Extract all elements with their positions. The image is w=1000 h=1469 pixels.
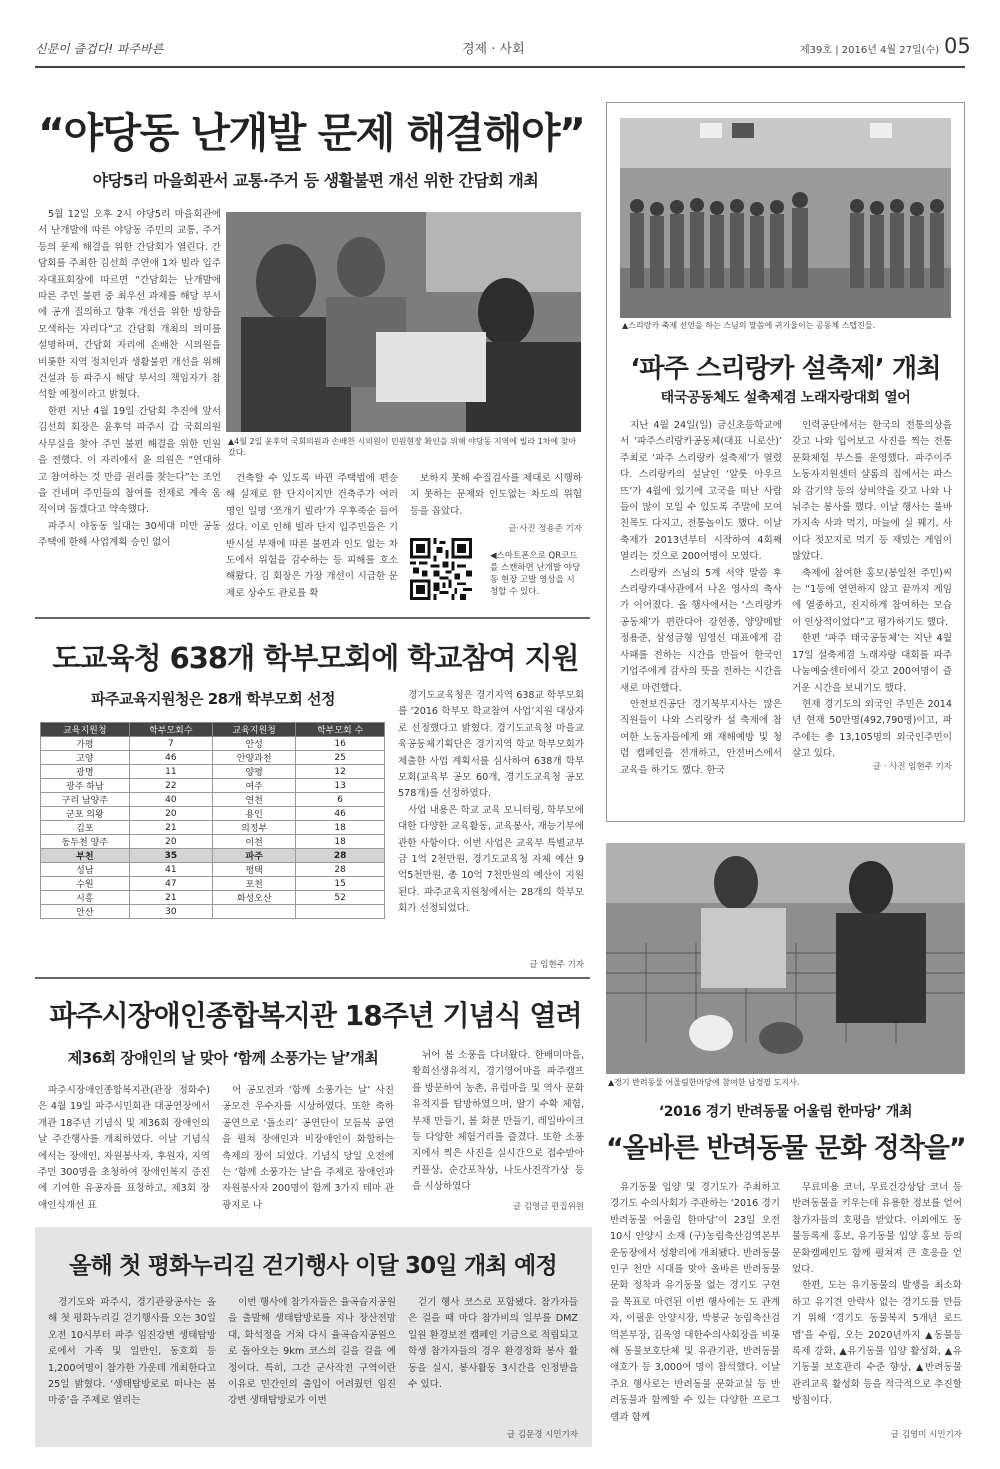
table-cell: 양평: [212, 765, 295, 779]
qr-caption: ◀스마트폰으로 QR코드를 스캔하면 난개발 야당동 현장 고발 영상을 시청할 수 있다.: [490, 551, 581, 597]
paragraph: 건축할 수 있도록 바뀐 주택법에 편승해 실제로 한 단지이지만 건축주가 여러 명인 일명 ‘쪼개기 빌라’가 우후죽순 들어섰다. 이로 인해 빌라 단지 입주민들은 기반시설 부재에 따른 불편과 인도 없는 차도에서 위험을 감수하는 등 피해를 호소해왔다. 김 회장은 가장 개선이 시급한 문제로 상수도 관로를 확: [226, 473, 398, 599]
table-row: [41, 779, 385, 793]
table-cell: 안성: [212, 737, 295, 751]
paragraph: 인력공단에서는 한국의 전통의상을 갖고 나와 입어보고 사진을 찍는 전통문화체험 부스를 운영했다. 파주이주노동자지원센터 샬롬의 집에서는 파스와 감기약 등의 상비약을 갖고 나와 나눠주는 봉사를 했다. 이날 행사는 풀바가지속 사과 먹기, 마늘에 실 꿰기, 사이다 젓꼬지로 먹기 등 재밌는 게임이 많았다.: [792, 420, 952, 563]
table-cell: 35: [129, 849, 212, 863]
table-cell: 부천: [41, 849, 130, 863]
divider: [35, 617, 590, 619]
table-header: 학부모회수: [129, 723, 212, 737]
paragraph: 유기동물 입양 및 경기도가 주최하고 경기도 수의사회가 주관하는 ‘2016 경기 반려동물 어울림 한마당’이 23일 오전 10시 안양시 소재 (구)농림축산검역본부 운동장에서 성황리에 개최됐다. 반려동물 인구 천만 시대를 맞아 올바른 반려동물 문화 정착과 유기동물 없는 경기도 구현을 목표로 마련된 이번 행사에는 도 관계자, 이필운 안양시장, 박봉균 농림축산검역본부장, 김옥영 대한수의사회장을 비롯해 동물보호단체 및 유관기관, 반려동물 애호가 등 3,000여 명이 참석했다. 이날 주요 행사로는 반려동물 문화교실 등 반려동물과 함께할 수 있는 다양한 프로그램과 함께: [610, 1182, 780, 1423]
table-cell: 가평: [41, 737, 130, 751]
article-subtitle: 제36회 장애인의 날 맞아 ‘함께 소풍가는 날’개최: [67, 1049, 379, 1067]
table-cell: 안산: [41, 905, 130, 919]
article-body-col1: [38, 207, 221, 611]
table-cell: 15: [296, 877, 385, 891]
paragraph: 한편 지난 4월 19일 간담회 추진에 앞서 김선희 회장은 윤후덕 파주시 갑 국회의원 사무실을 찾아 주민 불편 해결을 위한 민원을 전했다. 이 자리에서 윤 의원은 “연대하고 참여하는 것 만큼 권리를 찾는다”는 조언을 건네며 주민들의 참여를 전제로 계속 움직이며 돕겠다고 약속했다.: [38, 405, 221, 516]
paragraph: 사업 내용은 학교 교육 모니터링, 학부모에 대한 다양한 교육활동, 교육봉사, 재능기부에 관한 사항이다. 이번 사업은 교육부 특별교부금 1억 2천만원, 경기도교육청 자체 예산 9억5천만원, 총 10억 7천만원의 예산이 지원된다. 파주교육지원청에서는 28개의 학부모회가 선정되었다.: [398, 804, 584, 915]
table-row: [41, 821, 385, 835]
table-cell: 연천: [212, 793, 295, 807]
table-row: [41, 877, 385, 891]
photo-politicians-visit: [226, 212, 581, 432]
table-cell: 18: [296, 821, 385, 835]
paragraph: 현재 경기도의 외국인 주민은 2014년 현재 50만명(492,790명)이고, 파주에는 총 13,105명의 외국인주민이 살고 있다.: [792, 698, 952, 760]
table-cell: 파주: [212, 849, 295, 863]
table-cell: 28: [296, 863, 385, 877]
table-cell: [212, 905, 295, 919]
article-body-col3: [410, 471, 582, 519]
issue-date: 제39호 | 2016년 4월 27일(수): [800, 45, 940, 56]
photo-srilanka-festival: [620, 118, 951, 318]
paragraph: 한편 ‘파주 태국공동체’는 지난 4월 17일 설축제겸 노래자랑 대회를 파주나눔예술센터에서 갖고 200여명이 즐거운 시간을 보내기도 했다.: [792, 633, 952, 694]
article-body-col1: [610, 1180, 780, 1450]
section-label: 경제 · 사회: [462, 42, 525, 57]
school-table: [40, 722, 385, 919]
table-cell: 용인: [212, 807, 295, 821]
byline: 글 · 사진 임현주 기자: [872, 762, 952, 772]
table-cell: 30: [129, 905, 212, 919]
article-kicker: ‘2016 경기 반려동물 어울림 한마당’ 개최: [658, 1104, 913, 1120]
qr-code[interactable]: [410, 538, 472, 600]
article-title: 올해 첫 평화누리길 걷기행사 이달 30일 개최 예정: [69, 1253, 557, 1279]
photo-caption: ▲4월 2일 윤후덕 국회의원과 손배찬 시의원이 민원현장 확인을 위해 야당동 지역에 빌라 1차에 찾아갔다.: [228, 437, 577, 457]
table-cell: 20: [129, 835, 212, 849]
article-subtitle: 태국공동체도 설축제겸 노래자랑대회 열어: [660, 390, 911, 406]
article-body-col2: [792, 1180, 962, 1420]
table-cell: 16: [296, 737, 385, 751]
table-cell: 평택: [212, 863, 295, 877]
article-body: [398, 688, 584, 956]
paragraph: 안전보건공단 경기북부지사는 많은 직원들이 나와 스리랑카 설 축제에 참여한 노동자들에게 왜 재해예방 및 청렴 캠페인을 전개하고, 안전버스에서 교육을 하기도 했다. 한국: [620, 698, 782, 776]
table-cell: 동두천 양주: [41, 835, 130, 849]
byline: 글 김영미 시민기자: [890, 1430, 962, 1440]
table-header: 학부모회 수: [296, 723, 385, 737]
table-row: [41, 905, 385, 919]
photo-caption: ▲스리랑카 축제 선언을 하는 스님의 말씀에 귀기울이는 공동체 스텝진들.: [622, 321, 876, 330]
table-cell: 구리 남양주: [41, 793, 130, 807]
table-header: 교육지원청: [212, 723, 295, 737]
table-cell: 47: [129, 877, 212, 891]
article-body-col2: [792, 418, 952, 760]
paragraph: 경기도교육청은 경기지역 638교 학부모회를 ‘2016 학부모 학교참여 사업’지원 대상자로 선정했다고 밝혔다. 경기도교육청 마을교육공동체기획단은 경기지역 학교 학부모회가 제출한 사업 계획서를 심사하여 638개 학부모회(교육부 공모 60개, 경기도교육청 공모 578개)를 선정하였다.: [398, 690, 584, 800]
table-cell: 포천: [212, 877, 295, 891]
table-cell: 25: [296, 751, 385, 765]
page-number: 05: [944, 34, 971, 58]
article-body-col1: [38, 1083, 210, 1213]
article-title: “야당동 난개발 문제 해결해야”: [38, 109, 585, 157]
table-cell: 6: [296, 793, 385, 807]
table-row: [41, 765, 385, 779]
article-body-col3: [408, 1295, 578, 1410]
photo-caption: ▲경기 반려동물 어울림한마당에 참여한 남경필 도지사.: [608, 1078, 800, 1087]
table-cell: 화성오산: [212, 891, 295, 905]
byline: 글·사진 정용준 기자: [508, 524, 582, 534]
paragraph: 한편, 도는 유기동물의 발생을 최소화하고 유기견 안락사 없는 경기도를 만들기 위해 ‘경기도 동물복지 5개년 로드맵’을 수립, 오는 2020년까지 ▲동물등록제 강화, ▲유기동물 입양 활성화, ▲유기동물 보호관리 수준 향상, ▲반려동물 관리교육 활성화 등을 적극적으로 추진할 방침이다.: [792, 1280, 962, 1407]
table-cell: 안양과천: [212, 751, 295, 765]
table-cell: 46: [296, 807, 385, 821]
table-cell: 7: [129, 737, 212, 751]
table-cell: 김포: [41, 821, 130, 835]
paragraph: 걷기 행사 코스로 포함됐다. 참가자들은 걸을 때 마다 참가비의 일부를 DMZ일원 환경보전 캠페인 기금으로 적립되고 학생 참가자들의 경우 환경정화 봉사 활동을 실시, 봉사활동 3시간을 인정받을 수 있다.: [408, 1297, 578, 1391]
table-cell: [296, 905, 385, 919]
article-body-col1: [48, 1295, 216, 1410]
article-title: 파주시장애인종합복지관 18주년 기념식 열려: [49, 999, 582, 1032]
table-cell: 21: [129, 821, 212, 835]
table-row: [41, 807, 385, 821]
table-cell: 광명: [41, 765, 130, 779]
table-cell: 고양: [41, 751, 130, 765]
table-cell: 41: [129, 863, 212, 877]
table-cell: 21: [129, 891, 212, 905]
byline: 글 임현주 기자: [529, 960, 584, 970]
paragraph: 축제에 참여한 홍모(봉일천 주민)씨는 “1등에 연연하지 않고 끝까지 게임에 열중하고, 진지하게 참여하는 모습이 인상적이었다”고 평가하기도 했다.: [792, 567, 952, 628]
table-row: [41, 751, 385, 765]
table-row: [41, 891, 385, 905]
table-cell: 13: [296, 779, 385, 793]
table-row: [41, 863, 385, 877]
paragraph: 보하지 못해 수질검사를 제대로 시행하지 못하는 문제와 인도없는 차도의 위험 등을 꼽았다.: [410, 473, 582, 517]
byline: 글 김문경 시민기자: [506, 1430, 578, 1440]
table-row: [41, 793, 385, 807]
table-row: [41, 835, 385, 849]
paragraph: 지난 4월 24일(일) 금신초등학교에서 ‘파주스리랑카공동체(대표 니로산)’ 주최로 ‘파주 스리랑카 설축제’가 열렸다. 스리랑카의 설날인 ‘알룻 아우르뜨’가 4월에 있기에 고국을 떠난 사람들이 많이 모일 수 있도록 주말에 모여 친목도 다지고, 전통놀이도 했다. 이날 축제가 2013년부터 시작하여 4회째 열리는 것으로 200여명이 모였다.: [620, 420, 782, 563]
article-subtitle: 파주교육지원청은 28개 학부모회 선정: [91, 690, 335, 708]
masthead-logo: 신문이 즐겁다! 파주바른: [35, 42, 164, 56]
table-cell: 12: [296, 765, 385, 779]
article-body-col2: [222, 1083, 394, 1213]
divider: [35, 977, 590, 979]
table-cell: 46: [129, 751, 212, 765]
paragraph: 파주시 야동동 일대는 30세대 미만 공동주택에 한해 사업계획 승인 없이: [38, 520, 221, 549]
table-cell: 의정부: [212, 821, 295, 835]
article-title: “올바른 반려동물 문화 정착을”: [606, 1133, 966, 1164]
article-title: 도교육청 638개 학부모회에 학교참여 지원: [52, 641, 579, 675]
table-cell: 40: [129, 793, 212, 807]
paragraph: 뉘어 봄 소풍을 다녀왔다. 한배미마을, 황희선생유적지, 경기영어마을 파주캠프를 방문하여 농촌, 유럽마을 및 역사 문화 유적지를 탐방하였으며, 딸기 수확 체험, 부채 만들기, 봄 화분 만들기, 레일바이크 등 다양한 체험거리를 즐겼다. 또한 소풍지에서 찍은 사진을 실시간으로 접수받아 커플상, 순간포착상, 나도사진작가상 등을 시상하였다: [412, 1050, 584, 1193]
table-row: [41, 849, 385, 863]
table-cell: 11: [129, 765, 212, 779]
table-cell: 광주 하남: [41, 779, 130, 793]
table-row: [41, 737, 385, 751]
paragraph: 파주시장애인종합복지관(관장 정화수)은 4월 19일 파주시민회관 대공연장에서 개관 18주년 기념식 및 제36회 장애인의 날 주간행사를 개최하였다. 이날 기념식에서는 장애인, 자원봉사자, 후원자, 지역주민 300명을 초청하여 장애인복지 증진에 기여한 유공자를 표창하고, 제3회 장애인식개선 표: [38, 1085, 210, 1211]
article-body-col2: [228, 1295, 396, 1410]
table-header: 교육지원청: [41, 723, 130, 737]
paragraph: 스리랑카 스님의 5계 서약 말씀 후 스리랑카대사관에서 나온 영사의 축사가 이어졌다. 올 행사에서는 ‘스리랑카공동체’가 편란다아 강현종, 양양메탈 정용준, 삼성금형 임영신 대표에게 감사패를 전하는 시간을 만들어 한국인 기업주에게 감사의 뜻을 전하는 시간을 새로 마련했다.: [620, 567, 782, 694]
paragraph: 어 공모전과 ‘함께 소풍가는 날’ 사진 공모전 우수자를 시상하였다. 또한 축하공연으로 ‘돌소리’ 공연단이 모듬북 공연을 펼쳐 장애인과 비장애인이 화합하는 축제의 장이 되었다. 기념식 당일 오전에는 ‘함께 소풍가는 날’을 주제로 장애인과 자원봉사자 200명이 함께 3가지 테마 관광지로 나: [222, 1085, 394, 1211]
header-rule: [35, 66, 965, 68]
paragraph: 경기도와 파주시, 경기관광공사는 올해 첫 평화누리길 걷기행사를 오는 30일 오전 10시부터 파주 임진강변 생태탐방로에서 가족 및 일반인, 동호회 등 1,200여명이 참가한 가운데 개최한다고 25일 밝혔다. ‘생태탐방로로 떠나는 봄 마중’을 주제로 열리는: [48, 1297, 216, 1407]
table-cell: 28: [296, 849, 385, 863]
article-body-col1: [620, 418, 782, 806]
table-cell: 이천: [212, 835, 295, 849]
table-cell: 성남: [41, 863, 130, 877]
table-cell: 20: [129, 807, 212, 821]
table-cell: 22: [129, 779, 212, 793]
table-cell: 수원: [41, 877, 130, 891]
paragraph: 5월 12일 오후 2시 야당5리 마을회관에서 난개발에 따른 야당동 주민의 교통, 주거 등의 문제 해결을 위한 간담회가 열린다. 간담회를 주최한 김선희 주연애 1차 빌라 입주자대표회장에 따르면 “간담회는 난개발에 따른 주민 불편 중 최우선 과제를 해당 부서에 공개 질의하고 향후 개선을 위한 방향을 모색하는 자리다”고 간담회 개최의 의미를 설명하며, 간담회 자리에 손배찬 시의원을 비롯한 지역 정치인과 생활불편 개선을 위해 건설과 등 파주시 해당 부서의 책임자가 참석할 예정이라고 밝혔다.: [38, 209, 221, 401]
byline: 글 김영금 편집위원: [512, 1202, 584, 1212]
article-subtitle: 야당5리 마을회관서 교통·주거 등 생활불편 개선 위한 간담회 개최: [92, 171, 539, 190]
article-body-col3: [412, 1048, 584, 1198]
article-body-col2: [226, 471, 398, 611]
paragraph: 무료미용 코너, 무료건강상담 코너 등 반려동물을 키우는데 유용한 정보를 얻어 참가자들의 호평을 받았다. 이외에도 동물등록제 홍보, 유기동물 입양 홍보 등의 문화캠페인도 함께 펼쳐져 큰 호응을 얻었다.: [792, 1182, 962, 1276]
article-title: ‘파주 스리랑카 설축제’ 개최: [630, 354, 941, 384]
paragraph: 이번 행사에 참가자들은 율곡습지공원을 출발해 생태탐방로를 지나 장산전망대, 화석정을 거쳐 다시 율곡습지공원으로 돌아오는 9km 코스의 길을 걸을 예정이다. 특히, 그간 군사작전 구역이란 이유로 민간인의 출입이 어려웠던 임진강변 생태탐방로가 이번: [228, 1297, 396, 1407]
table-cell: 52: [296, 891, 385, 905]
photo-governor-pets: [606, 843, 965, 1074]
table-cell: 여주: [212, 779, 295, 793]
table-cell: 시흥: [41, 891, 130, 905]
table-cell: 군포 의왕: [41, 807, 130, 821]
table-cell: 18: [296, 835, 385, 849]
